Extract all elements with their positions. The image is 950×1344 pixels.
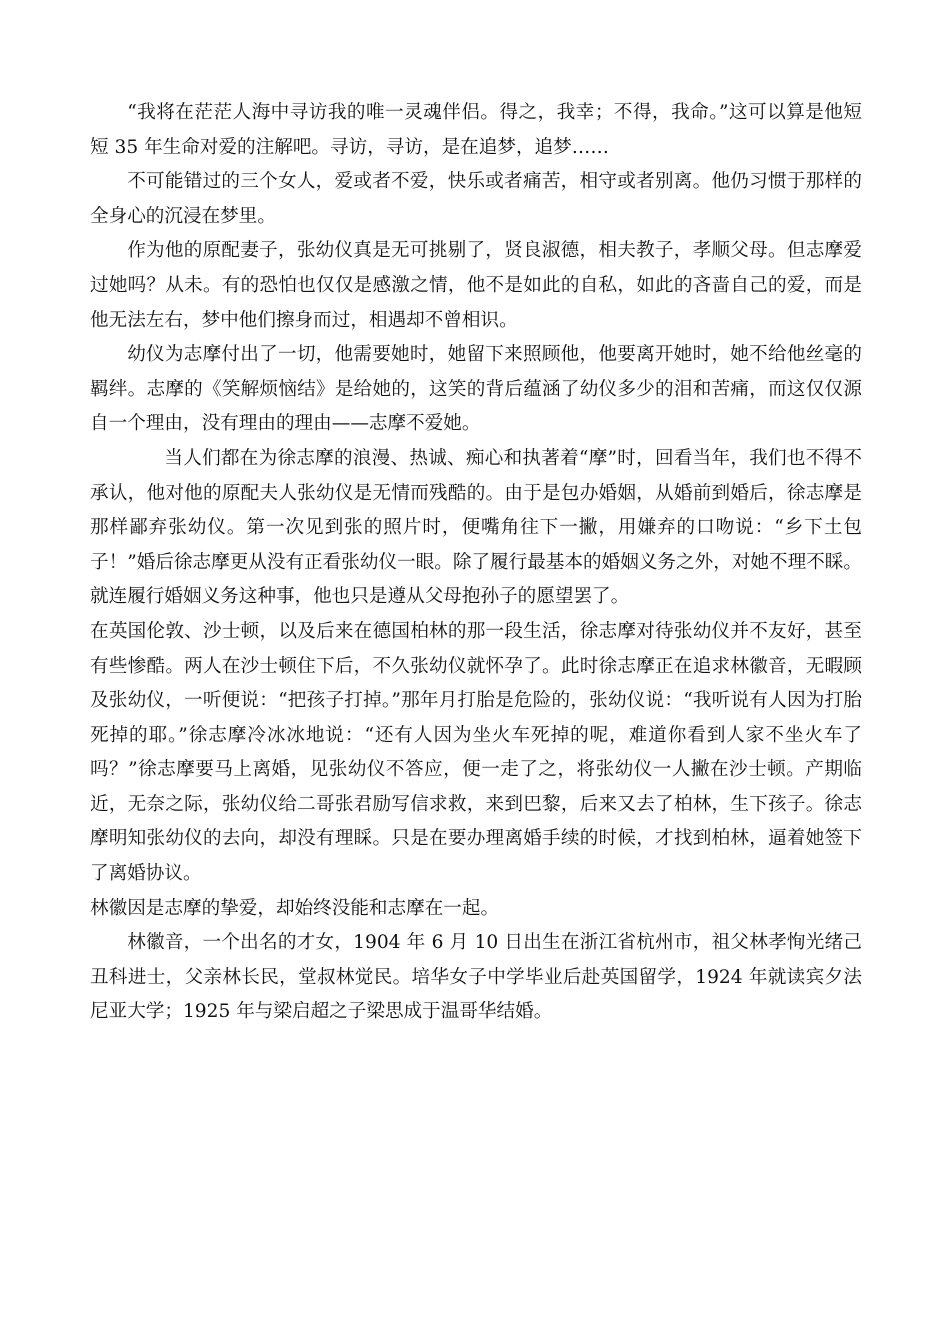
paragraph-3: 作为他的原配妻子，张幼仪真是无可挑剔了，贤良淑德，相夫教子，孝顺父母。但志摩爱过她吗？从未。有的恐怕也仅仅是感激之情，他不是如此的自私，如此的吝啬自己的爱，而是他无法左右，梦中他们擦身而过，相遇却不曾相识。 <box>90 240 862 331</box>
paragraph-5: 当人们都在为徐志摩的浪漫、热诚、痴心和执著着“摩”时，回看当年，我们也不得不承认，他对他的原配夫人张幼仪是无情而残酷的。由于是包办婚姻，从婚前到婚后，徐志摩是那样鄙弃张幼仪。第一次见到张的照片时，便嘴角往下一撇，用嫌弃的口吻说：“乡下土包子！”婚后徐志摩更从没有正看张幼仪一眼。除了履行最基本的婚姻义务之外，对她不理不睬。就连履行婚姻义务这种事，他也只是遵从父母抱孙子的愿望罢了。 <box>90 447 862 608</box>
paragraph-6: 在英国伦敦、沙士顿，以及后来在德国柏林的那一段生活，徐志摩对待张幼仪并不友好，甚至有些惨酷。两人在沙士顿住下后，不久张幼仪就怀孕了。此时徐志摩正在追求林徽音，无暇顾及张幼仪，一听便说：“把孩子打掉。”那年月打胎是危险的，张幼仪说：“我听说有人因为打胎死掉的耶。”徐志摩冷冰冰地说：“还有人因为坐火车死掉的呢，难道你看到人家不坐火车了吗？”徐志摩要马上离婚，见张幼仪不答应，便一走了之，将张幼仪一人撇在沙士顿。产期临近，无奈之际，张幼仪给二哥张君励写信求救，来到巴黎，后来又去了柏林，生下孩子。徐志摩明知张幼仪的去向，却没有理睬。只是在要办理离婚手续的时候，才找到柏林，逼着她签下了离婚协议。 <box>90 620 862 885</box>
paragraph-7: 林徽因是志摩的挚爱，却始终没能和志摩在一起。 <box>90 897 500 919</box>
paragraph-1: “我将在茫茫人海中寻访我的唯一灵魂伴侣。得之，我幸；不得，我命。”这可以算是他短短 35 年生命对爱的注解吧。寻访，寻访，是在追梦，追梦…… <box>90 102 862 158</box>
document-body <box>90 96 862 1030</box>
paragraph-4: 幼仪为志摩付出了一切，他需要她时，她留下来照顾他，他要离开她时，她不给他丝毫的羁绊。志摩的《笑解烦恼结》是给她的，这笑的背后蕴涵了幼仪多少的泪和苦痛，而这仅仅源自一个理由，没有理由的理由——志摩不爱她。 <box>90 344 862 435</box>
paragraph-8: 林徽音，一个出名的才女，1904 年 6 月 10 日出生在浙江省杭州市，祖父林孝恂光绪己丑科进士，父亲林长民，堂叔林觉民。培华女子中学毕业后赴英国留学，1924 年就读宾夕法尼亚大学；1925 年与梁启超之子梁思成于温哥华结婚。 <box>90 932 862 1023</box>
paragraph-2: 不可能错过的三个女人，爱或者不爱，快乐或者痛苦，相守或者别离。他仍习惯于那样的全身心的沉浸在梦里。 <box>90 171 862 227</box>
